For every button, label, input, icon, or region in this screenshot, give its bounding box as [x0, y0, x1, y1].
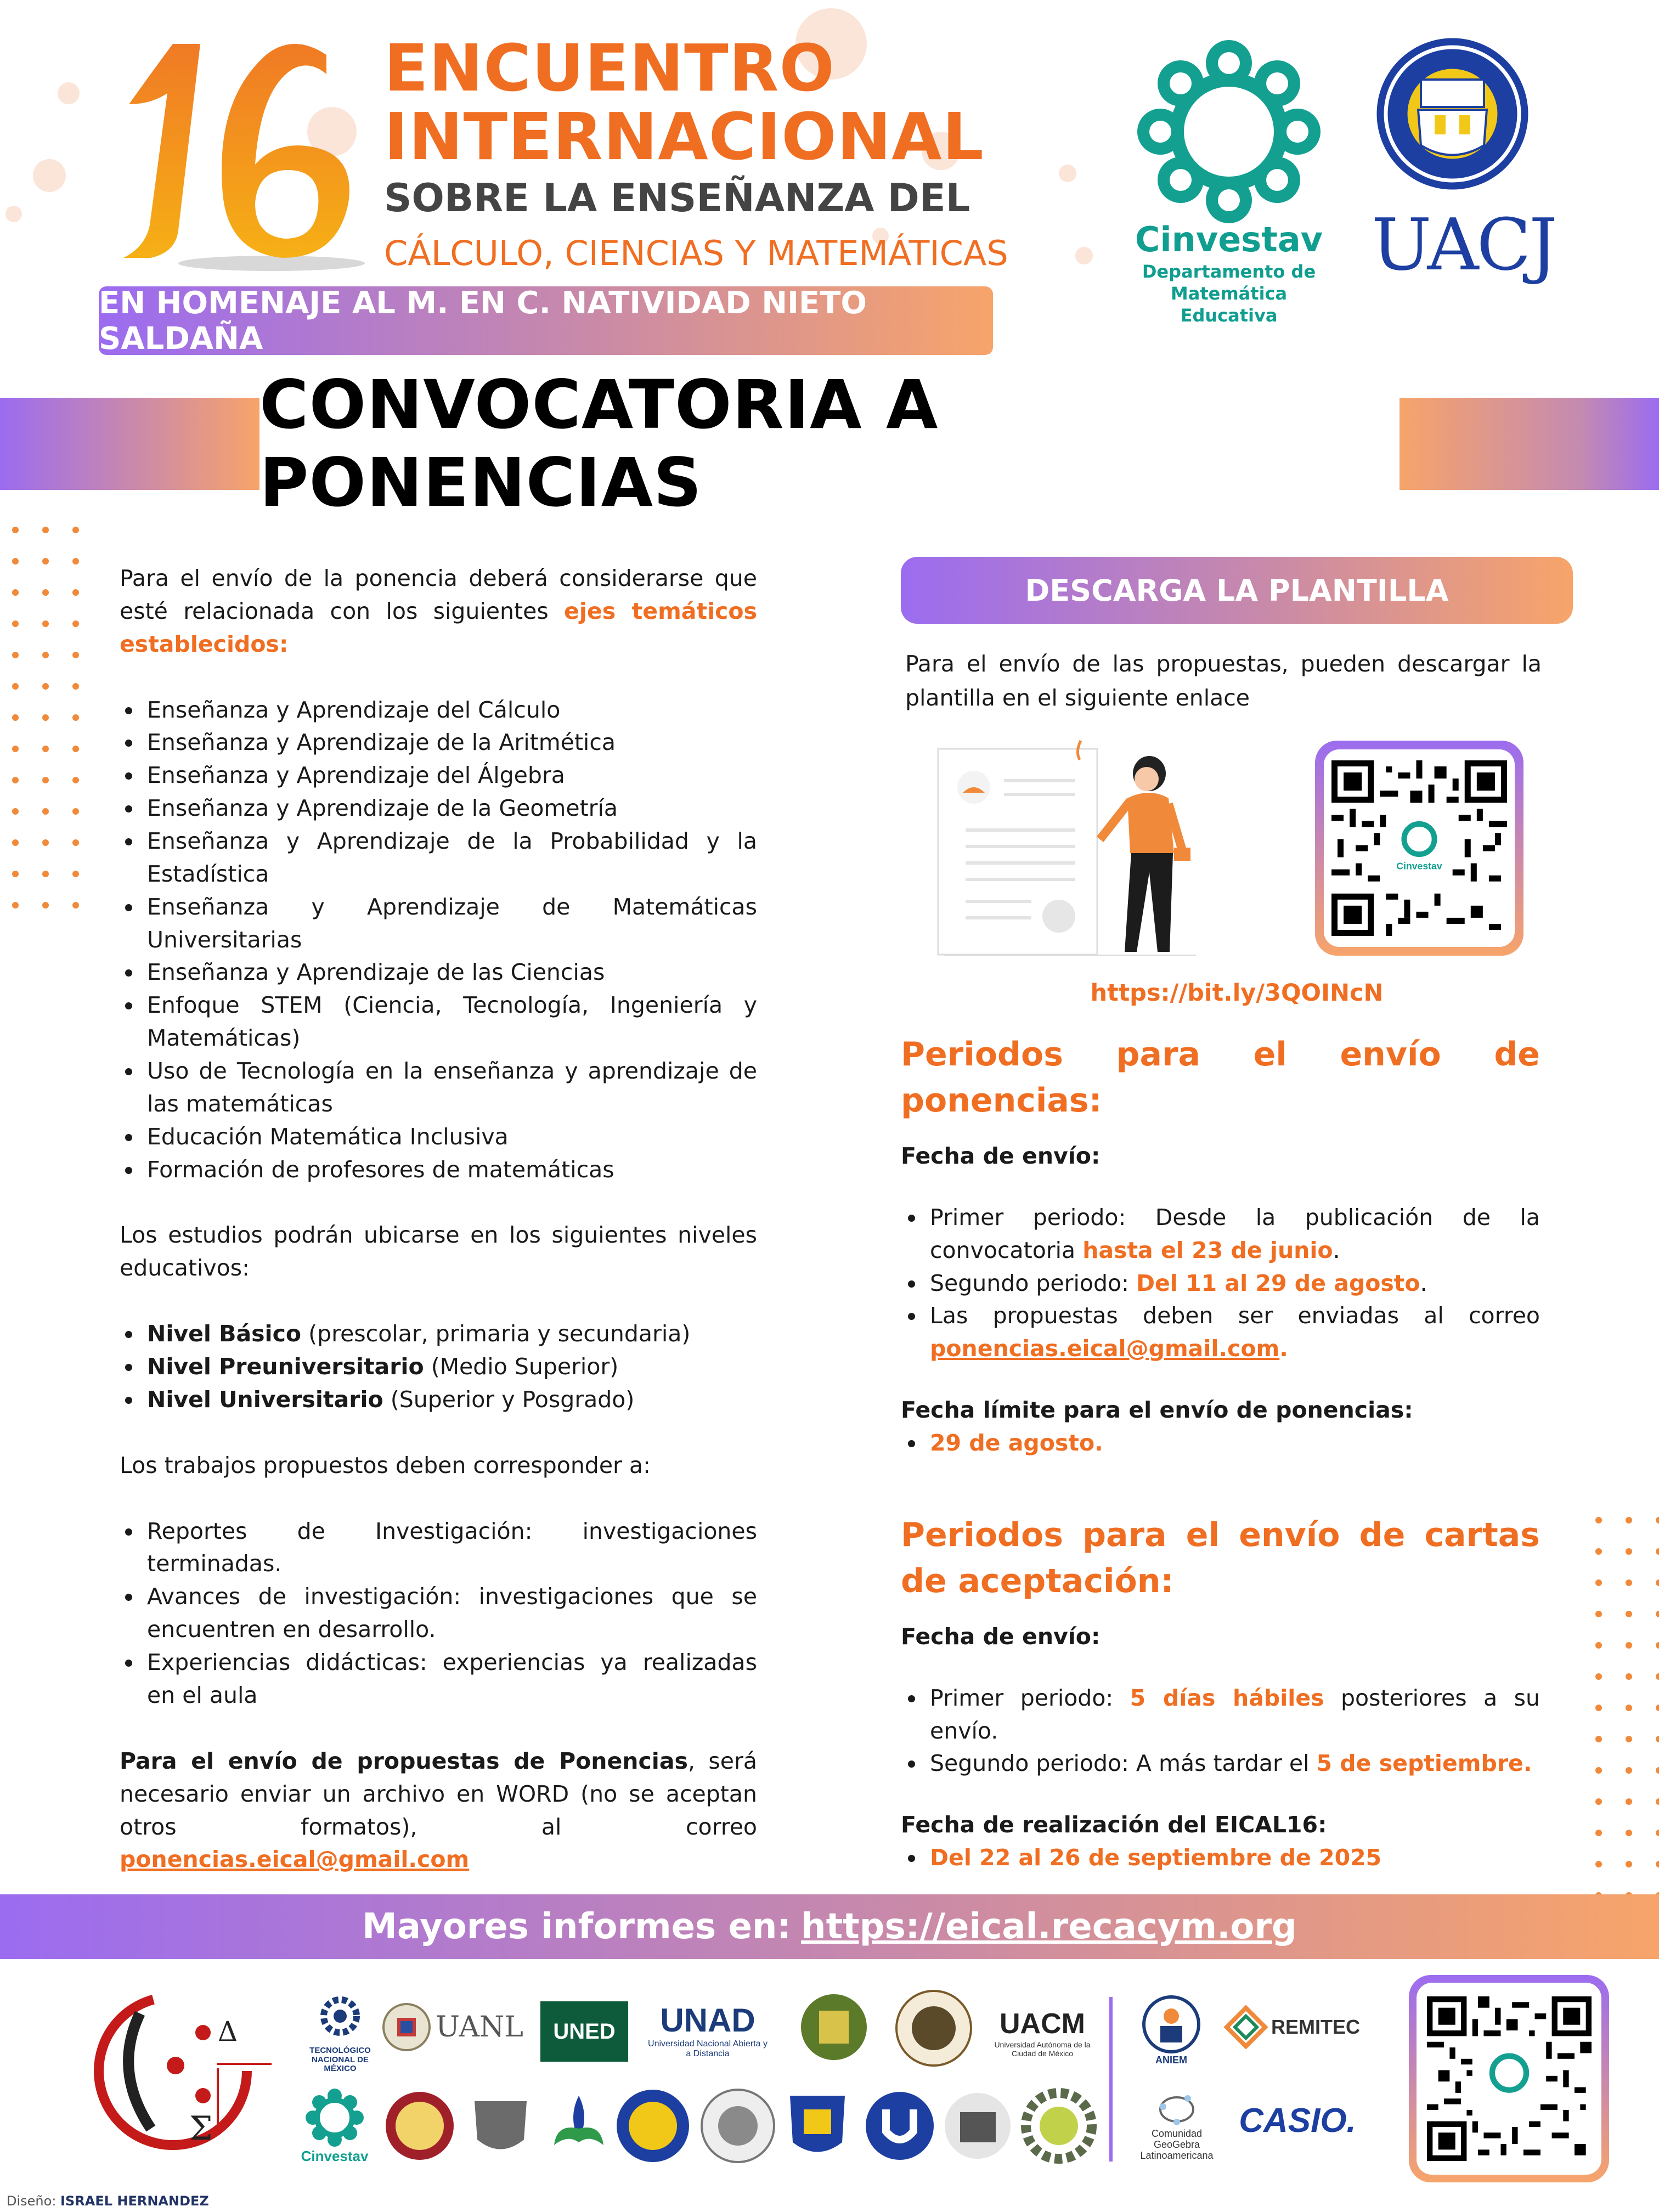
envio-paragraph: [120, 1745, 757, 1876]
info-qr-code[interactable]: [1417, 1983, 1601, 2175]
fecha-limite-label: Fecha límite para el envío de ponencias:: [901, 1397, 1413, 1424]
university-shield-green-logo: [798, 1991, 870, 2063]
uacm-logo: [993, 1991, 1092, 2074]
spacer: [120, 1285, 757, 1318]
spacer: [901, 1654, 1540, 1682]
geogebra-label: Comunidad GeoGebra Latinoamericana: [1140, 2128, 1214, 2161]
fecha-limite-list: [926, 1427, 1540, 1460]
title-band-left: [0, 398, 259, 490]
spacer: [901, 1604, 1540, 1621]
period-text: Segundo periodo: A más tardar el: [930, 1750, 1317, 1777]
uacj-footer-seal-logo: [614, 2087, 691, 2164]
aniem-label: ANIEM: [1155, 2054, 1187, 2066]
period-text: Primer periodo:: [930, 1684, 1130, 1711]
list-item: • Enseñanza y Aprendizaje de Matemáticas Universitarias: [143, 891, 757, 957]
cinvestav-logo: [1136, 38, 1322, 225]
fecha-envio-label-2: Fecha de envío:: [901, 1623, 1101, 1650]
uned-logo: UNED: [540, 2001, 628, 2062]
list-item: • Enfoque STEM (Ciencia, Tecnología, Ingeniería y Matemáticas): [143, 989, 757, 1055]
remitec-icon: [1224, 2005, 1268, 2049]
download-template-button[interactable]: DESCARGA LA PLANTILLA: [901, 557, 1573, 624]
uanl-label: UANL: [436, 2011, 523, 2044]
list-item: • Segundo periodo: A más tardar el 5 de septiembre.: [926, 1747, 1540, 1780]
event-title-line3: SOBRE LA ENSEÑANZA DEL: [384, 176, 970, 221]
left-column: [120, 562, 757, 1876]
envio-bold: Para el envío de propuestas de Ponencias: [120, 1747, 688, 1774]
remitec-label: REMITEC: [1271, 2016, 1360, 2038]
nivel-detail: (Superior y Posgrado): [383, 1386, 635, 1413]
niveles-intro: Los estudios podrán ubicarse en los siguientes niveles educativos:: [120, 1222, 757, 1282]
list-item: [143, 1351, 757, 1384]
woman-with-document-illustration: [933, 735, 1207, 966]
nivel-name: Nivel Universitario: [147, 1386, 383, 1413]
spacer: [901, 1460, 1540, 1512]
university-crest-logo: [464, 2090, 538, 2162]
design-label: Diseño:: [7, 2193, 57, 2209]
remitec-logo: [1221, 1994, 1363, 2060]
right-column: [901, 1031, 1540, 1875]
list-item: [143, 1384, 757, 1417]
spacer: [120, 1482, 757, 1515]
list-item: • Uso de Tecnología en la enseñanza y aprendizaje de las matemáticas: [143, 1055, 757, 1121]
casio-logo: CASIO.: [1239, 2101, 1356, 2140]
cinvestav-department: [1119, 261, 1339, 326]
list-item: • Experiencias didácticas: experiencias ya realizadas en el aula: [143, 1646, 757, 1712]
uacj-seal-logo: [1374, 36, 1531, 192]
decor-dots-left: [12, 527, 79, 909]
tribute-banner: EN HOMENAJE AL M. EN C. NATIVIDAD NIETO SALDAÑA: [99, 286, 993, 355]
list-item: • Educación Matemática Inclusiva: [143, 1121, 757, 1154]
realizacion-label: Fecha de realización del EICAL16:: [901, 1812, 1327, 1838]
title-band-right: [1400, 398, 1659, 490]
event-title-line4: CÁLCULO, CIENCIAS Y MATEMÁTICAS: [384, 233, 1008, 273]
building-logo: [944, 2087, 1012, 2164]
period-rest: posteriores a su envío.: [930, 1684, 1541, 1744]
niveles-list: [143, 1318, 757, 1417]
uacm-sublabel: Universidad Autónoma de la Ciudad de México: [994, 2040, 1091, 2058]
logo-divider: [1109, 1997, 1113, 2162]
uacm-seal-logo: [894, 1989, 974, 2068]
spacer: [901, 1365, 1540, 1394]
list-item: • Enseñanza y Aprendizaje de las Ciencias: [143, 956, 757, 989]
cartas-periods-heading: Periodos para el envío de cartas de aceptación:: [901, 1515, 1540, 1600]
uacm-label: UACM: [1000, 2007, 1085, 2040]
list-item: • Enseñanza y Aprendizaje de la Aritmética: [143, 726, 757, 759]
period-highlight: 5 de septiembre: [1316, 1750, 1523, 1777]
cinvestav-dept-line1: Departamento de: [1142, 261, 1316, 282]
spacer: [901, 1780, 1540, 1809]
realizacion-value: Del 22 al 26 de septiembre de 2025: [930, 1844, 1382, 1871]
fecha-envio-label: Fecha de envío:: [901, 1143, 1101, 1169]
cinvestav-footer-logo: [294, 2082, 376, 2170]
nivel-detail: (Medio Superior): [424, 1353, 619, 1380]
unad-logo: [647, 1994, 768, 2066]
uanl-logo: [381, 1994, 524, 2060]
decor-circle: [58, 82, 80, 104]
fecha-limite-value: 29 de agosto.: [930, 1430, 1103, 1457]
cinvestav-footer-icon: [304, 2087, 365, 2148]
qr-center-label: Cinvestav: [1396, 860, 1442, 872]
svg-text:Δ: Δ: [218, 2016, 238, 2047]
period-highlight: hasta el 23 de junio: [1082, 1237, 1333, 1263]
info-qr-code-frame[interactable]: [1409, 1975, 1609, 2182]
period-text: Segundo periodo:: [930, 1269, 1136, 1296]
cinvestav-name: Cinvestav: [1135, 219, 1323, 259]
spacer: [120, 1417, 757, 1449]
cinvestav-dept-line2: Matemática Educativa: [1170, 283, 1288, 326]
uacj-wordmark: UACJ: [1372, 203, 1556, 286]
circular-u-logo: [864, 2090, 935, 2162]
uanl-seal-icon: [382, 2002, 431, 2052]
info-qr-graphic: [1427, 1996, 1592, 2161]
list-item: • Enseñanza y Aprendizaje de la Probabilidad y la Estadística: [143, 825, 757, 891]
qr-code-graphic: [1331, 760, 1507, 936]
download-description: Para el envío de las propuestas, pueden descargar la plantilla en el siguiente enlace: [905, 651, 1542, 711]
template-short-link[interactable]: https://bit.ly/3QOINcN: [1090, 979, 1384, 1007]
design-credit: [7, 2193, 209, 2209]
more-info-label: Mayores informes en:: [362, 1906, 792, 1947]
main-title: CONVOCATORIA A PONENCIAS: [259, 366, 939, 522]
period-highlight: 5 días hábiles: [1130, 1684, 1324, 1711]
university-shield-blue-logo: [785, 2090, 850, 2164]
email-link[interactable]: ponencias.eical@gmail.com: [930, 1335, 1280, 1362]
ejes-intro-text: Para el envío de la ponencia deberá considerarse que esté relacionada con los siguientes: [120, 565, 757, 624]
spacer: [120, 661, 757, 694]
fleur-de-lis-logo: [546, 2090, 612, 2162]
template-qr-code-frame[interactable]: [1315, 741, 1523, 956]
ejes-list: [143, 694, 757, 1187]
edition-16-graphic: [107, 22, 365, 274]
list-item: • Segundo periodo: Del 11 al 29 de agosto.: [926, 1267, 1540, 1300]
trabajos-intro: Los trabajos propuestos deben corresponder a:: [120, 1452, 651, 1479]
envio-text: , será necesario enviar un archivo en WORD (no se aceptan otros formatos), al correo: [120, 1747, 757, 1840]
list-item: [926, 1842, 1540, 1875]
tecnm-gear-icon: [318, 1991, 362, 2046]
list-item: • Las propuestas deben ser enviadas al correo ponencias.eical@gmail.com.: [926, 1300, 1540, 1365]
list-item: • Enseñanza y Aprendizaje de la Geometría: [143, 792, 757, 825]
decor-circle: [1075, 247, 1093, 264]
design-name: ISRAEL HERNANDEZ: [60, 2193, 209, 2209]
list-item: • Enseñanza y Aprendizaje del Álgebra: [143, 759, 757, 792]
aniem-logo: [1133, 1986, 1210, 2074]
cartas-periods-list: [926, 1682, 1540, 1781]
list-item: • Avances de investigación: investigaciones que se encuentren en desarrollo.: [143, 1581, 757, 1646]
spacer: [120, 1712, 757, 1745]
ejes-intro: [120, 562, 757, 661]
ejes-intro-highlight: ejes temáticos establecidos:: [120, 597, 758, 657]
list-item: [926, 1427, 1540, 1460]
decor-circle: [33, 159, 66, 192]
more-info-bar: [0, 1894, 1659, 1959]
university-seal-gray-logo: [699, 2087, 776, 2164]
period-highlight: Del 11 al 29 de agosto: [1136, 1269, 1420, 1296]
tecnm-label: TECNOLÓGICO NACIONAL DE MÉXICO: [309, 2046, 371, 2074]
cinvestav-footer-label: Cinvestav: [301, 2147, 369, 2164]
decor-circle: [5, 206, 22, 222]
envio-email-link[interactable]: ponencias.eical@gmail.com: [120, 1846, 470, 1873]
list-item: • Formación de profesores de matemáticas: [143, 1154, 757, 1187]
more-info-link[interactable]: https://eical.recacym.org: [801, 1906, 1297, 1947]
event-title-line2: INTERNACIONAL: [384, 99, 984, 174]
recacym-logo: [91, 1980, 272, 2162]
list-item: [143, 1318, 757, 1351]
ponencias-periods-list: [926, 1201, 1540, 1365]
geogebra-logo: [1133, 2079, 1221, 2172]
nivel-name: Nivel Básico: [147, 1321, 302, 1347]
list-item: • Enseñanza y Aprendizaje del Cálculo: [143, 694, 757, 727]
nivel-detail: (prescolar, primaria y secundaria): [301, 1321, 691, 1347]
decor-circle: [1059, 165, 1076, 182]
realizacion-list: [926, 1842, 1540, 1875]
template-qr-code[interactable]: [1324, 749, 1515, 947]
spacer: [901, 1124, 1540, 1140]
unad-sublabel: Universidad Nacional Abierta y a Distancia: [648, 2039, 768, 2058]
list-item: • Primer periodo: Desde la publicación de la convocatoria hasta el 23 de junio.: [926, 1201, 1540, 1267]
event-title-line1: ENCUENTRO: [384, 30, 835, 106]
tecnm-logo: [299, 1986, 381, 2079]
list-item: • Reportes de Investigación: investigaciones terminadas.: [143, 1515, 757, 1581]
trabajos-list: [143, 1515, 757, 1712]
sponsor-logos: [0, 1964, 1659, 2194]
ponencias-periods-heading: Periodos para el envío de ponencias:: [901, 1035, 1540, 1120]
aniem-icon: [1141, 1994, 1201, 2055]
svg-text:Σ: Σ: [189, 2109, 213, 2148]
geogebra-icon: [1158, 2090, 1196, 2129]
period-text: Primer periodo: Desde la publicación de la convocatoria: [930, 1204, 1540, 1263]
period-text: Las propuestas deben ser enviadas al correo: [930, 1302, 1540, 1329]
list-item: [926, 1682, 1540, 1748]
nivel-name: Nivel Preuniversitario: [147, 1353, 424, 1380]
spacer: [120, 1186, 757, 1219]
gear-emblem-logo: [1020, 2087, 1097, 2164]
decor-dots-right: [1595, 1517, 1659, 1899]
unad-label: UNAD: [660, 2001, 755, 2039]
spacer: [901, 1173, 1540, 1201]
university-seal-red-logo: [384, 2090, 455, 2162]
